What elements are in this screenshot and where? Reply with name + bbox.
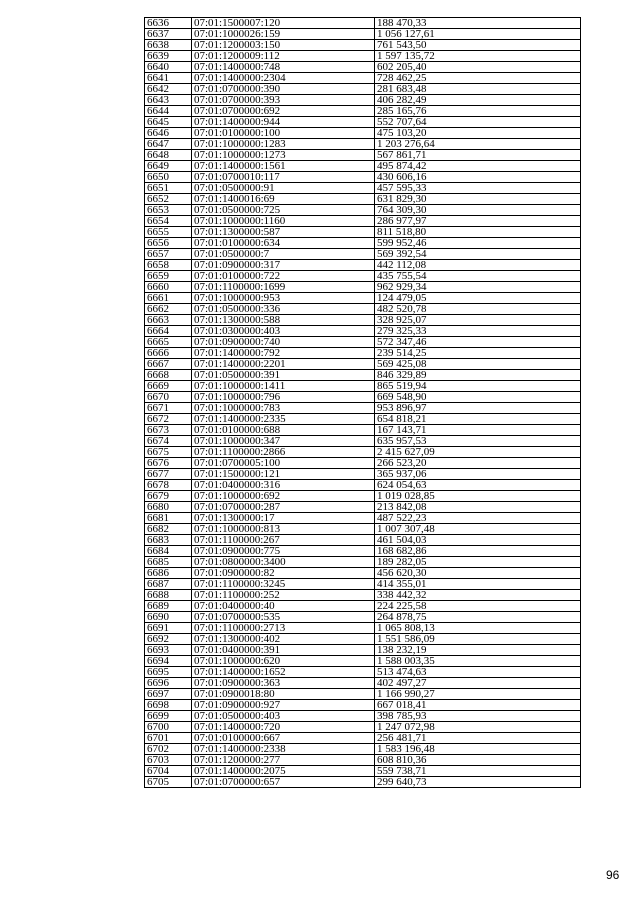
table-row xyxy=(145,40,581,51)
value-cell: 256 481,71 xyxy=(375,733,581,744)
row-number-cell: 6651 xyxy=(145,183,192,194)
table-body xyxy=(145,18,581,788)
row-number-cell: 6675 xyxy=(145,447,192,458)
value-cell: 124 479,05 xyxy=(375,293,581,304)
value-cell: 264 878,75 xyxy=(375,612,581,623)
table-row xyxy=(145,139,581,150)
value-cell: 402 497,27 xyxy=(375,678,581,689)
row-number-cell: 6692 xyxy=(145,634,192,645)
cadastral-number-cell: 07:01:1000000:347 xyxy=(192,436,375,447)
table-row xyxy=(145,29,581,40)
cadastral-number-cell: 07:01:0700000:287 xyxy=(192,502,375,513)
value-cell: 728 462,25 xyxy=(375,73,581,84)
row-number-cell: 6690 xyxy=(145,612,192,623)
row-number-cell: 6682 xyxy=(145,524,192,535)
value-cell: 559 738,71 xyxy=(375,766,581,777)
cadastral-number-cell: 07:01:1000000:953 xyxy=(192,293,375,304)
cadastral-number-cell: 07:01:0400000:40 xyxy=(192,601,375,612)
cadastral-number-cell: 07:01:1000026:159 xyxy=(192,29,375,40)
value-cell: 599 952,46 xyxy=(375,238,581,249)
value-cell: 608 810,36 xyxy=(375,755,581,766)
table-row xyxy=(145,623,581,634)
value-cell: 138 232,19 xyxy=(375,645,581,656)
cadastral-number-cell: 07:01:0100000:688 xyxy=(192,425,375,436)
value-cell: 406 282,49 xyxy=(375,95,581,106)
value-cell: 213 842,08 xyxy=(375,502,581,513)
row-number-cell: 6676 xyxy=(145,458,192,469)
row-number-cell: 6643 xyxy=(145,95,192,106)
row-number-cell: 6685 xyxy=(145,557,192,568)
row-number-cell: 6647 xyxy=(145,139,192,150)
value-cell: 286 977,97 xyxy=(375,216,581,227)
row-number-cell: 6670 xyxy=(145,392,192,403)
cadastral-number-cell: 07:01:1400000:1652 xyxy=(192,667,375,678)
table-row xyxy=(145,216,581,227)
table-row xyxy=(145,359,581,370)
table-row xyxy=(145,51,581,62)
row-number-cell: 6640 xyxy=(145,62,192,73)
row-number-cell: 6658 xyxy=(145,260,192,271)
value-cell: 224 225,58 xyxy=(375,601,581,612)
value-cell: 953 896,97 xyxy=(375,403,581,414)
cadastral-number-cell: 07:01:1100000:1699 xyxy=(192,282,375,293)
row-number-cell: 6687 xyxy=(145,579,192,590)
value-cell: 266 523,20 xyxy=(375,458,581,469)
value-cell: 1 583 196,48 xyxy=(375,744,581,755)
row-number-cell: 6648 xyxy=(145,150,192,161)
cadastral-number-cell: 07:01:0100000:634 xyxy=(192,238,375,249)
value-cell: 1 019 028,85 xyxy=(375,491,581,502)
cadastral-number-cell: 07:01:1200009:112 xyxy=(192,51,375,62)
table-row xyxy=(145,392,581,403)
row-number-cell: 6667 xyxy=(145,359,192,370)
value-cell: 624 054,63 xyxy=(375,480,581,491)
cadastral-number-cell: 07:01:1200000:277 xyxy=(192,755,375,766)
row-number-cell: 6689 xyxy=(145,601,192,612)
value-cell: 398 785,93 xyxy=(375,711,581,722)
cadastral-number-cell: 07:01:1100000:252 xyxy=(192,590,375,601)
row-number-cell: 6684 xyxy=(145,546,192,557)
table-row xyxy=(145,403,581,414)
row-number-cell: 6669 xyxy=(145,381,192,392)
row-number-cell: 6668 xyxy=(145,370,192,381)
value-cell: 168 682,86 xyxy=(375,546,581,557)
value-cell: 482 520,78 xyxy=(375,304,581,315)
row-number-cell: 6663 xyxy=(145,315,192,326)
cadastral-number-cell: 07:01:1000000:1283 xyxy=(192,139,375,150)
table-row xyxy=(145,337,581,348)
table-row xyxy=(145,678,581,689)
row-number-cell: 6665 xyxy=(145,337,192,348)
cadastral-number-cell: 07:01:1400000:2304 xyxy=(192,73,375,84)
value-cell: 239 514,25 xyxy=(375,348,581,359)
row-number-cell: 6661 xyxy=(145,293,192,304)
value-cell: 1 166 990,27 xyxy=(375,689,581,700)
value-cell: 631 829,30 xyxy=(375,194,581,205)
table-row xyxy=(145,183,581,194)
table-row xyxy=(145,491,581,502)
cadastral-number-cell: 07:01:0900000:740 xyxy=(192,337,375,348)
table-row xyxy=(145,260,581,271)
cadastral-number-cell: 07:01:1300000:17 xyxy=(192,513,375,524)
cadastral-number-cell: 07:01:0500000:725 xyxy=(192,205,375,216)
cadastral-number-cell: 07:01:0500000:391 xyxy=(192,370,375,381)
row-number-cell: 6696 xyxy=(145,678,192,689)
cadastral-number-cell: 07:01:1100000:267 xyxy=(192,535,375,546)
cadastral-number-cell: 07:01:1400000:748 xyxy=(192,62,375,73)
row-number-cell: 6671 xyxy=(145,403,192,414)
cadastral-number-cell: 07:01:1400000:2201 xyxy=(192,359,375,370)
row-number-cell: 6660 xyxy=(145,282,192,293)
row-number-cell: 6702 xyxy=(145,744,192,755)
table-row xyxy=(145,348,581,359)
value-cell: 414 355,01 xyxy=(375,579,581,590)
row-number-cell: 6688 xyxy=(145,590,192,601)
table-row xyxy=(145,205,581,216)
cadastral-number-cell: 07:01:0500000:7 xyxy=(192,249,375,260)
value-cell: 299 640,73 xyxy=(375,777,581,788)
row-number-cell: 6705 xyxy=(145,777,192,788)
value-cell: 2 415 627,09 xyxy=(375,447,581,458)
table-row xyxy=(145,645,581,656)
table-row xyxy=(145,436,581,447)
row-number-cell: 6639 xyxy=(145,51,192,62)
table-row xyxy=(145,733,581,744)
value-cell: 188 470,33 xyxy=(375,18,581,29)
table-row xyxy=(145,172,581,183)
row-number-cell: 6700 xyxy=(145,722,192,733)
cadastral-number-cell: 07:01:0900000:927 xyxy=(192,700,375,711)
cadastral-number-cell: 07:01:0700000:692 xyxy=(192,106,375,117)
value-cell: 189 282,05 xyxy=(375,557,581,568)
value-cell: 962 929,34 xyxy=(375,282,581,293)
value-cell: 442 112,08 xyxy=(375,260,581,271)
row-number-cell: 6645 xyxy=(145,117,192,128)
row-number-cell: 6683 xyxy=(145,535,192,546)
table-row xyxy=(145,689,581,700)
cadastral-number-cell: 07:01:0700000:535 xyxy=(192,612,375,623)
row-number-cell: 6657 xyxy=(145,249,192,260)
table-row xyxy=(145,524,581,535)
cadastral-number-cell: 07:01:0700005:100 xyxy=(192,458,375,469)
table-row xyxy=(145,62,581,73)
cadastral-number-cell: 07:01:1400000:720 xyxy=(192,722,375,733)
cadastral-number-cell: 07:01:0900018:80 xyxy=(192,689,375,700)
row-number-cell: 6652 xyxy=(145,194,192,205)
cadastral-number-cell: 07:01:0700010:117 xyxy=(192,172,375,183)
value-cell: 1 551 586,09 xyxy=(375,634,581,645)
table-row xyxy=(145,18,581,29)
cadastral-number-cell: 07:01:1000000:620 xyxy=(192,656,375,667)
cadastral-value-table xyxy=(144,17,581,788)
table-row xyxy=(145,106,581,117)
value-cell: 569 392,54 xyxy=(375,249,581,260)
value-cell: 328 925,07 xyxy=(375,315,581,326)
value-cell: 567 861,71 xyxy=(375,150,581,161)
table-row xyxy=(145,95,581,106)
value-cell: 513 474,63 xyxy=(375,667,581,678)
cadastral-number-cell: 07:01:0900000:82 xyxy=(192,568,375,579)
cadastral-number-cell: 07:01:1000000:796 xyxy=(192,392,375,403)
table-row xyxy=(145,128,581,139)
cadastral-number-cell: 07:01:0800000:3400 xyxy=(192,557,375,568)
table-row xyxy=(145,601,581,612)
value-cell: 669 548,90 xyxy=(375,392,581,403)
value-cell: 279 325,33 xyxy=(375,326,581,337)
table-row xyxy=(145,469,581,480)
value-cell: 846 329,89 xyxy=(375,370,581,381)
table-row xyxy=(145,447,581,458)
row-number-cell: 6686 xyxy=(145,568,192,579)
row-number-cell: 6641 xyxy=(145,73,192,84)
value-cell: 572 347,46 xyxy=(375,337,581,348)
value-cell: 1 065 808,13 xyxy=(375,623,581,634)
value-cell: 457 595,33 xyxy=(375,183,581,194)
row-number-cell: 6638 xyxy=(145,40,192,51)
row-number-cell: 6672 xyxy=(145,414,192,425)
value-cell: 461 504,03 xyxy=(375,535,581,546)
table-row xyxy=(145,546,581,557)
row-number-cell: 6703 xyxy=(145,755,192,766)
row-number-cell: 6698 xyxy=(145,700,192,711)
row-number-cell: 6691 xyxy=(145,623,192,634)
cadastral-number-cell: 07:01:1000000:692 xyxy=(192,491,375,502)
row-number-cell: 6646 xyxy=(145,128,192,139)
cadastral-number-cell: 07:01:0400000:316 xyxy=(192,480,375,491)
cadastral-number-cell: 07:01:1400000:2075 xyxy=(192,766,375,777)
cadastral-number-cell: 07:01:1500007:120 xyxy=(192,18,375,29)
row-number-cell: 6656 xyxy=(145,238,192,249)
row-number-cell: 6693 xyxy=(145,645,192,656)
table-row xyxy=(145,304,581,315)
value-cell: 764 309,30 xyxy=(375,205,581,216)
row-number-cell: 6673 xyxy=(145,425,192,436)
row-number-cell: 6654 xyxy=(145,216,192,227)
cadastral-number-cell: 07:01:0900000:775 xyxy=(192,546,375,557)
row-number-cell: 6644 xyxy=(145,106,192,117)
table-row xyxy=(145,656,581,667)
value-cell: 435 755,54 xyxy=(375,271,581,282)
cadastral-number-cell: 07:01:1000000:783 xyxy=(192,403,375,414)
row-number-cell: 6679 xyxy=(145,491,192,502)
cadastral-number-cell: 07:01:1100000:3245 xyxy=(192,579,375,590)
cadastral-number-cell: 07:01:0900000:317 xyxy=(192,260,375,271)
value-cell: 1 247 072,98 xyxy=(375,722,581,733)
cadastral-number-cell: 07:01:1100000:2713 xyxy=(192,623,375,634)
row-number-cell: 6662 xyxy=(145,304,192,315)
row-number-cell: 6674 xyxy=(145,436,192,447)
table-row xyxy=(145,227,581,238)
table-row xyxy=(145,370,581,381)
value-cell: 552 707,64 xyxy=(375,117,581,128)
row-number-cell: 6659 xyxy=(145,271,192,282)
row-number-cell: 6681 xyxy=(145,513,192,524)
table-row xyxy=(145,711,581,722)
table-row xyxy=(145,84,581,95)
cadastral-number-cell: 07:01:1400000:1561 xyxy=(192,161,375,172)
row-number-cell: 6637 xyxy=(145,29,192,40)
value-cell: 1 597 135,72 xyxy=(375,51,581,62)
table-row xyxy=(145,535,581,546)
value-cell: 569 425,08 xyxy=(375,359,581,370)
value-cell: 285 165,76 xyxy=(375,106,581,117)
cadastral-number-cell: 07:01:0900000:363 xyxy=(192,678,375,689)
value-cell: 456 620,30 xyxy=(375,568,581,579)
row-number-cell: 6695 xyxy=(145,667,192,678)
cadastral-number-cell: 07:01:1000000:813 xyxy=(192,524,375,535)
value-cell: 654 818,21 xyxy=(375,414,581,425)
table-row xyxy=(145,315,581,326)
value-cell: 635 957,53 xyxy=(375,436,581,447)
table-row xyxy=(145,458,581,469)
cadastral-number-cell: 07:01:1300000:588 xyxy=(192,315,375,326)
value-cell: 365 937,06 xyxy=(375,469,581,480)
page-number: 96 xyxy=(606,868,620,882)
value-cell: 430 606,16 xyxy=(375,172,581,183)
table-row xyxy=(145,766,581,777)
value-cell: 167 143,71 xyxy=(375,425,581,436)
row-number-cell: 6680 xyxy=(145,502,192,513)
value-cell: 1 588 003,35 xyxy=(375,656,581,667)
table-row xyxy=(145,238,581,249)
table-row xyxy=(145,161,581,172)
cadastral-number-cell: 07:01:1000000:1160 xyxy=(192,216,375,227)
table-row xyxy=(145,590,581,601)
cadastral-number-cell: 07:01:0100000:722 xyxy=(192,271,375,282)
cadastral-number-cell: 07:01:0100000:100 xyxy=(192,128,375,139)
table-row xyxy=(145,150,581,161)
value-cell: 865 519,94 xyxy=(375,381,581,392)
row-number-cell: 6664 xyxy=(145,326,192,337)
table-row xyxy=(145,425,581,436)
row-number-cell: 6650 xyxy=(145,172,192,183)
cadastral-number-cell: 07:01:0300000:403 xyxy=(192,326,375,337)
table-row xyxy=(145,282,581,293)
value-cell: 602 205,40 xyxy=(375,62,581,73)
cadastral-number-cell: 07:01:1300000:587 xyxy=(192,227,375,238)
table-row xyxy=(145,513,581,524)
row-number-cell: 6642 xyxy=(145,84,192,95)
table-row xyxy=(145,634,581,645)
cadastral-number-cell: 07:01:1100000:2866 xyxy=(192,447,375,458)
value-cell: 1 203 276,64 xyxy=(375,139,581,150)
table-row xyxy=(145,502,581,513)
table-row xyxy=(145,326,581,337)
table-row xyxy=(145,271,581,282)
row-number-cell: 6653 xyxy=(145,205,192,216)
row-number-cell: 6655 xyxy=(145,227,192,238)
cadastral-number-cell: 07:01:1400000:2338 xyxy=(192,744,375,755)
table-row xyxy=(145,579,581,590)
table-row xyxy=(145,568,581,579)
cadastral-number-cell: 07:01:1200003:150 xyxy=(192,40,375,51)
row-number-cell: 6697 xyxy=(145,689,192,700)
cadastral-number-cell: 07:01:1400000:944 xyxy=(192,117,375,128)
cadastral-number-cell: 07:01:1000000:1411 xyxy=(192,381,375,392)
table-row xyxy=(145,73,581,84)
cadastral-number-cell: 07:01:1400000:2335 xyxy=(192,414,375,425)
table-row xyxy=(145,755,581,766)
cadastral-number-cell: 07:01:1500000:121 xyxy=(192,469,375,480)
row-number-cell: 6666 xyxy=(145,348,192,359)
cadastral-number-cell: 07:01:0500000:403 xyxy=(192,711,375,722)
cadastral-number-cell: 07:01:0700000:390 xyxy=(192,84,375,95)
table-row xyxy=(145,249,581,260)
cadastral-number-cell: 07:01:1000000:1273 xyxy=(192,150,375,161)
cadastral-number-cell: 07:01:0400000:391 xyxy=(192,645,375,656)
table-row xyxy=(145,293,581,304)
row-number-cell: 6636 xyxy=(145,18,192,29)
row-number-cell: 6677 xyxy=(145,469,192,480)
value-cell: 495 874,42 xyxy=(375,161,581,172)
value-cell: 281 683,48 xyxy=(375,84,581,95)
table-row xyxy=(145,557,581,568)
cadastral-number-cell: 07:01:1400016:69 xyxy=(192,194,375,205)
value-cell: 338 442,32 xyxy=(375,590,581,601)
cadastral-number-cell: 07:01:0500000:91 xyxy=(192,183,375,194)
value-cell: 487 522,23 xyxy=(375,513,581,524)
cadastral-number-cell: 07:01:1300000:402 xyxy=(192,634,375,645)
table-row xyxy=(145,194,581,205)
table-row xyxy=(145,700,581,711)
value-cell: 811 518,80 xyxy=(375,227,581,238)
cadastral-number-cell: 07:01:0700000:393 xyxy=(192,95,375,106)
cadastral-number-cell: 07:01:0500000:336 xyxy=(192,304,375,315)
table-row xyxy=(145,381,581,392)
cadastral-number-cell: 07:01:0700000:657 xyxy=(192,777,375,788)
table-row xyxy=(145,414,581,425)
table-row xyxy=(145,612,581,623)
table-row xyxy=(145,744,581,755)
row-number-cell: 6699 xyxy=(145,711,192,722)
row-number-cell: 6694 xyxy=(145,656,192,667)
row-number-cell: 6649 xyxy=(145,161,192,172)
cadastral-number-cell: 07:01:0100000:667 xyxy=(192,733,375,744)
value-cell: 1 056 127,61 xyxy=(375,29,581,40)
table-row xyxy=(145,667,581,678)
value-cell: 761 543,50 xyxy=(375,40,581,51)
row-number-cell: 6701 xyxy=(145,733,192,744)
table-row xyxy=(145,722,581,733)
table-row xyxy=(145,777,581,788)
row-number-cell: 6678 xyxy=(145,480,192,491)
cadastral-number-cell: 07:01:1400000:792 xyxy=(192,348,375,359)
row-number-cell: 6704 xyxy=(145,766,192,777)
table-row xyxy=(145,480,581,491)
table-row xyxy=(145,117,581,128)
value-cell: 475 103,20 xyxy=(375,128,581,139)
value-cell: 1 007 307,48 xyxy=(375,524,581,535)
value-cell: 667 018,41 xyxy=(375,700,581,711)
